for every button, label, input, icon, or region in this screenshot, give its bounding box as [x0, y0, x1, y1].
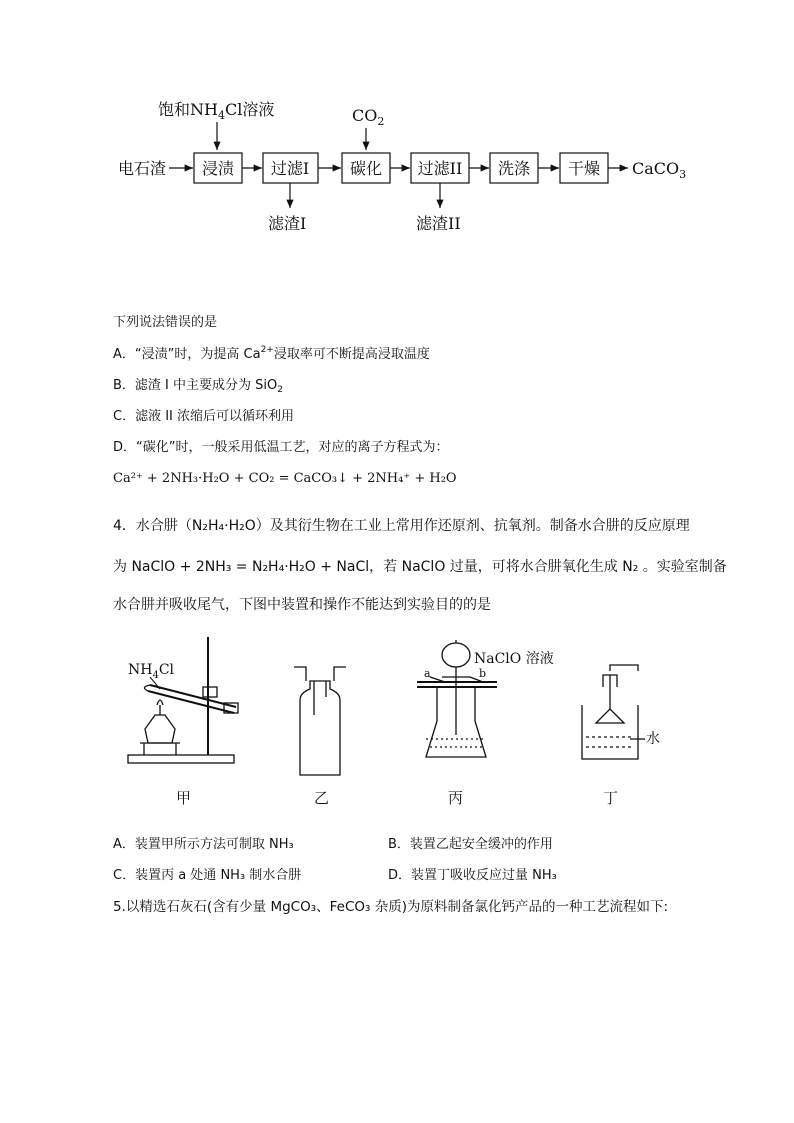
label-bing: 丙 — [448, 789, 464, 807]
flow-input-co2: $CO_2$ — [352, 106, 385, 128]
nh4cl-label: $NH_4Cl$ — [128, 662, 175, 681]
q4-option-a: A．装置甲所示方法可制取 NH₃ — [113, 837, 294, 852]
q3-option-c: C．滤液 II 浓缩后可以循环利用 — [113, 409, 295, 424]
flow-product: CaCO$_3$ — [632, 159, 687, 181]
q4-option-d: D．装置丁吸收反应过量 NH₃ — [388, 868, 557, 883]
q3-stem: 下列说法错误的是 — [113, 315, 218, 330]
q4-line-3: 水合肼并吸收尾气，下图中装置和操作不能达到实验目的的是 — [113, 597, 491, 613]
flow-input-nh4cl: 饱和$NH_4Cl$溶液 — [158, 100, 275, 122]
svg-text:过滤I: 过滤I — [270, 159, 310, 178]
naclo-label: NaClO 溶液 — [474, 651, 554, 667]
q3-option-b: B．滤渣 I 中主要成分为 SiO$_2$ — [113, 378, 283, 395]
q3-option-a: A．“浸渍”时，为提高 $Ca^{2+}$浸取率可不断提高浸取温度 — [113, 345, 430, 362]
flow-box-3 — [342, 153, 390, 183]
q3-option-d: D．“碳化”时，一般采用低温工艺，对应的离子方程式为： — [113, 440, 449, 455]
svg-text:过滤II: 过滤II — [417, 159, 463, 178]
flow-box-2 — [263, 153, 318, 183]
flow-start: 电石渣 — [118, 159, 167, 178]
apparatus-figure — [0, 625, 794, 815]
apparatus-yi — [294, 667, 346, 775]
q4-option-b: B．装置乙起安全缓冲的作用 — [388, 837, 553, 852]
label-jia: 甲 — [176, 789, 192, 807]
svg-text:浸渍: 浸渍 — [201, 159, 235, 178]
svg-text:干燥: 干燥 — [567, 159, 601, 178]
flow-residue-2: 滤渣II — [416, 214, 461, 233]
svg-text:洗涤: 洗涤 — [497, 159, 531, 178]
flow-box-5 — [490, 153, 538, 183]
flow-residue-1: 滤渣I — [268, 214, 307, 233]
apparatus-jia — [128, 637, 238, 763]
label-ding: 丁 — [603, 789, 619, 807]
process-flow-diagram — [0, 0, 794, 250]
port-a-label: a — [424, 667, 431, 680]
flow-box-6 — [560, 153, 608, 183]
label-yi: 乙 — [314, 789, 330, 807]
q5-text: 5.以精选石灰石(含有少量 MgCO₃、FeCO₃ 杂质)为原料制备氯化钙产品的一种工艺流程如下: — [113, 899, 669, 915]
q3-equation: Ca²⁺ + 2NH₃·H₂O + CO₂ = CaCO₃↓ + 2NH₄⁺ + H₂O — [113, 471, 457, 486]
water-label: 水 — [646, 731, 660, 747]
svg-text:碳化: 碳化 — [349, 159, 383, 178]
apparatus-ding — [582, 665, 645, 759]
flow-box-4 — [411, 153, 469, 183]
port-b-label: b — [479, 667, 487, 680]
flow-box-1 — [194, 153, 242, 183]
q4-line-1: 4．水合肼（N₂H₄·H₂O）及其衍生物在工业上常用作还原剂、抗氧剂。制备水合肼的反应原理 — [113, 518, 690, 534]
q4-option-c: C．装置丙 a 处通 NH₃ 制水合肼 — [113, 868, 302, 883]
q4-line-2: 为 NaClO + 2NH₃ = N₂H₄·H₂O + NaCl，若 NaClO 过量，可将水合肼氧化生成 N₂ 。实验室制备 — [113, 559, 727, 575]
